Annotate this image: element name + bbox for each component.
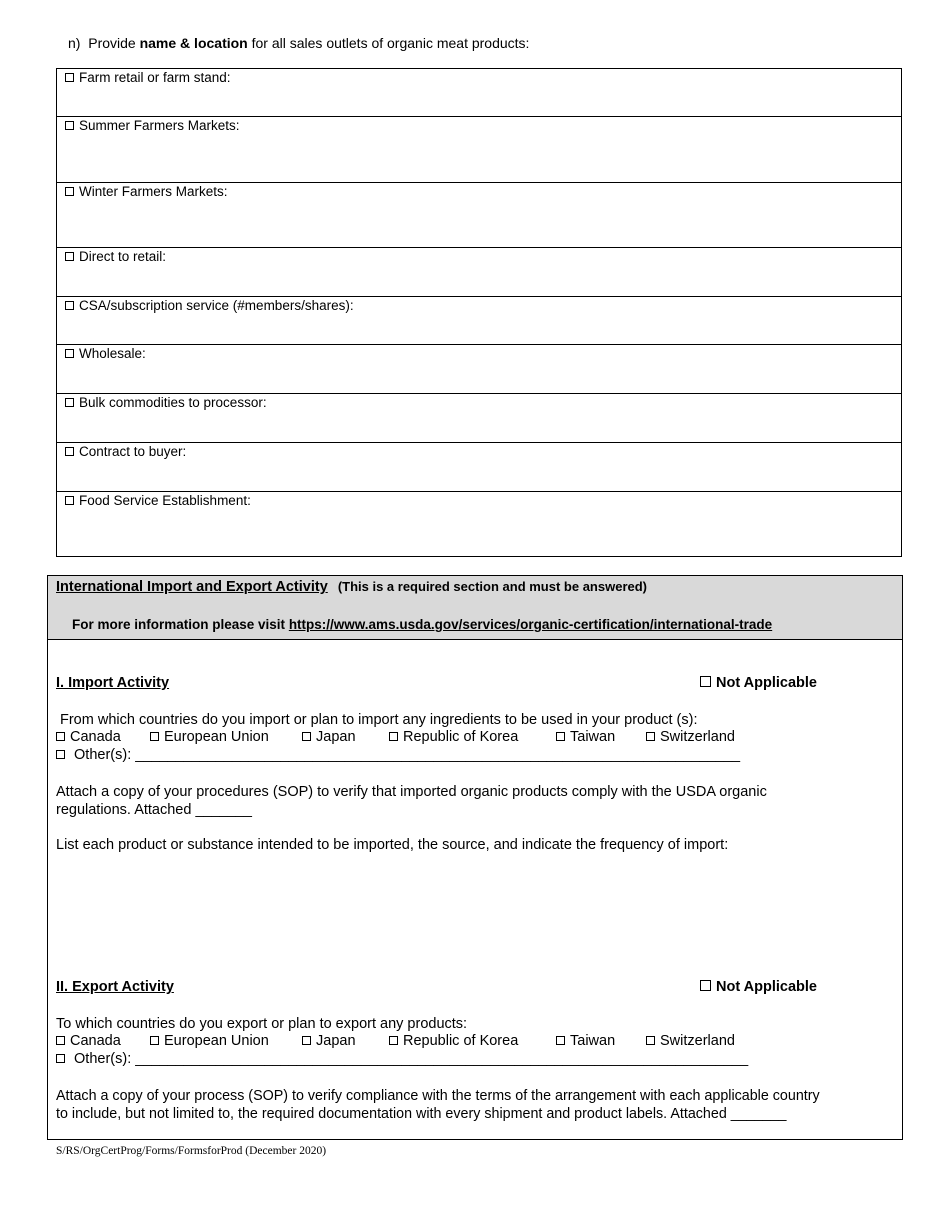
outlet-label: Direct to retail: [79,249,167,264]
export-country-taiwan[interactable] [556,1033,615,1049]
import-other[interactable] [56,747,740,763]
import-country-korea[interactable] [389,729,518,745]
international-info [72,617,772,632]
import-country-canada[interactable] [56,729,121,745]
country-label: European Union [164,729,269,745]
checkbox-icon[interactable] [65,398,74,407]
import-country-eu[interactable] [150,729,269,745]
export-other[interactable] [56,1051,748,1067]
country-label: European Union [164,1033,269,1049]
outlet-label: CSA/subscription service (#members/shares): [79,298,354,313]
checkbox-icon[interactable] [389,1036,398,1045]
international-section [47,575,903,1140]
export-na-label: Not Applicable [716,979,817,995]
outlet-row[interactable] [57,117,901,183]
question-prefix: Provide [88,35,136,51]
sales-outlets-table [56,68,902,557]
checkbox-icon[interactable] [56,750,65,759]
outlet-label: Winter Farmers Markets: [79,184,228,199]
checkbox-icon[interactable] [65,121,74,130]
outlet-label: Farm retail or farm stand: [79,70,231,85]
country-label: Japan [316,729,356,745]
outlet-label: Contract to buyer: [79,444,187,459]
country-label: Taiwan [570,1033,616,1049]
country-label: Republic of Korea [403,1033,519,1049]
checkbox-icon[interactable] [65,73,74,82]
outlet-row[interactable] [57,345,901,394]
checkbox-icon[interactable] [150,1036,159,1045]
import-sop-line2: regulations. Attached _______ [56,802,252,818]
import-not-applicable[interactable] [700,675,817,691]
country-label: Taiwan [570,729,616,745]
import-country-switzerland[interactable] [646,729,735,745]
checkbox-icon[interactable] [556,1036,565,1045]
export-sop-line1: Attach a copy of your process (SOP) to verify compliance with the terms of the arrangement with each applicable country [56,1088,820,1104]
checkbox-icon[interactable] [646,1036,655,1045]
country-label: Switzerland [660,729,735,745]
export-country-canada[interactable] [56,1033,121,1049]
checkbox-icon[interactable] [556,732,565,741]
outlet-label: Summer Farmers Markets: [79,118,240,133]
export-country-japan[interactable] [302,1033,356,1049]
international-title-text: International Import and Export Activity [56,579,328,595]
question-suffix: for all sales outlets of organic meat products: [251,35,530,51]
info-prefix: For more information please visit [72,617,286,632]
export-not-applicable[interactable] [700,979,817,995]
country-label: Republic of Korea [403,729,519,745]
checkbox-icon[interactable] [700,980,711,991]
checkbox-icon[interactable] [65,187,74,196]
export-other-label: Other(s): ____________________________________________________________________________ [74,1051,749,1067]
export-sop [56,1087,820,1123]
international-header [48,576,902,640]
checkbox-icon[interactable] [389,732,398,741]
outlet-label: Bulk commodities to processor: [79,395,267,410]
outlet-row[interactable] [57,183,901,248]
checkbox-icon[interactable] [56,1054,65,1063]
checkbox-icon[interactable] [65,447,74,456]
checkbox-icon[interactable] [646,732,655,741]
checkbox-icon[interactable] [302,1036,311,1045]
import-sop [56,783,767,819]
export-sop-line2: to include, but not limited to, the required documentation with every shipment and product labels. Attached _______ [56,1106,787,1122]
country-label: Japan [316,1033,356,1049]
outlet-row[interactable] [57,69,901,117]
export-country-switzerland[interactable] [646,1033,735,1049]
import-other-label: Other(s): ___________________________________________________________________________ [74,747,741,763]
checkbox-icon[interactable] [65,496,74,505]
import-country-japan[interactable] [302,729,356,745]
import-sop-line1: Attach a copy of your procedures (SOP) to verify that imported organic products comply with the USDA organic [56,784,767,800]
country-label: Canada [70,729,121,745]
country-label: Canada [70,1033,121,1049]
export-title: II. Export Activity [56,979,174,995]
checkbox-icon[interactable] [56,1036,65,1045]
import-na-label: Not Applicable [716,675,817,691]
checkbox-icon[interactable] [65,252,74,261]
export-country-korea[interactable] [389,1033,518,1049]
info-link[interactable]: https://www.ams.usda.gov/services/organic-certification/international-trade [288,617,773,632]
outlet-row[interactable] [57,443,901,492]
international-note: (This is a required section and must be answered) [337,579,648,594]
question-label: n) [68,35,81,51]
import-question: From which countries do you import or plan to import any ingredients to be used in your product (s): [60,712,698,728]
form-footer: S/RS/OrgCertProg/Forms/FormsforProd (December 2020) [56,1145,327,1157]
checkbox-icon[interactable] [65,349,74,358]
import-list-text: List each product or substance intended to be imported, the source, and indicate the frequency of import: [56,837,729,853]
outlet-row[interactable] [57,248,901,297]
checkbox-icon[interactable] [700,676,711,687]
checkbox-icon[interactable] [150,732,159,741]
export-country-eu[interactable] [150,1033,269,1049]
outlet-row[interactable] [57,492,901,556]
question-n [68,35,529,51]
import-country-taiwan[interactable] [556,729,615,745]
outlet-label: Wholesale: [79,346,146,361]
outlet-row[interactable] [57,394,901,443]
export-question: To which countries do you export or plan to export any products: [56,1016,468,1032]
import-title: I. Import Activity [56,675,170,691]
outlet-row[interactable] [57,297,901,345]
checkbox-icon[interactable] [302,732,311,741]
checkbox-icon[interactable] [65,301,74,310]
outlet-label: Food Service Establishment: [79,493,251,508]
country-label: Switzerland [660,1033,735,1049]
checkbox-icon[interactable] [56,732,65,741]
question-bold: name & location [139,35,248,51]
international-title [56,579,647,595]
